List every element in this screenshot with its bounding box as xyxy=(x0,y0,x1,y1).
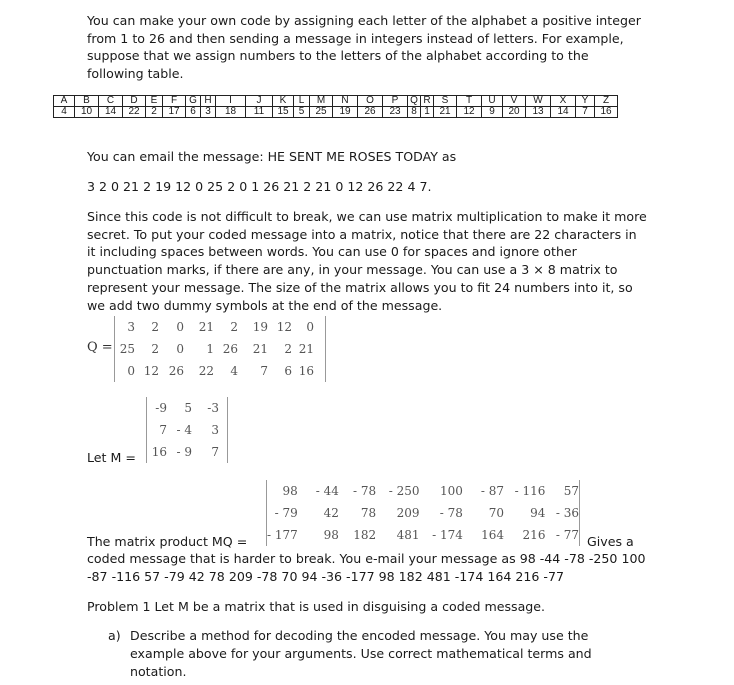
matrix-q-cell: 2 xyxy=(230,320,238,334)
matrix-m-cell: 7 xyxy=(159,423,167,437)
matrix-mq-cell: 98 xyxy=(323,528,339,542)
matrix-m-body xyxy=(147,397,219,463)
cipher-letter-cell: S xyxy=(434,96,457,107)
email-line: You can email the message: HE SENT ME ROSES TODAY as xyxy=(87,149,457,164)
cipher-letter-cell: I xyxy=(216,96,246,107)
cipher-letter-cell: A xyxy=(54,96,75,107)
matrix-q-label: Q = xyxy=(87,340,113,355)
matrix-q-cell: 7 xyxy=(260,364,268,378)
cipher-number-cell: 23 xyxy=(383,107,408,118)
cipher-letters-row xyxy=(54,96,618,107)
matrix-m-cell: 3 xyxy=(211,423,219,437)
matrix-mq-cell: 182 xyxy=(353,528,377,542)
cipher-numbers-row xyxy=(54,107,618,118)
cipher-letter-cell: T xyxy=(457,96,482,107)
matrix-mq-cell: - 174 xyxy=(432,528,463,542)
matrix-mq-body xyxy=(267,480,579,546)
matrix-mq-cell: 481 xyxy=(396,528,420,542)
cipher-number-cell: 20 xyxy=(503,107,526,118)
matrix-mq-row xyxy=(267,480,579,502)
matrix-paragraph: Since this code is not difficult to break, we can use matrix multiplication to make it more secret. To put your coded message into a matrix, notice that there are 22 characters in it including spaces between words. You can use 0 for spaces and ignore other punctuation marks, if there are any, in your message. You can use a 3 × 8 matrix to represent your message. The size of the matrix allows you to fit 24 numbers into it, so we add two dummy symbols at the end of the message. xyxy=(87,209,647,313)
matrix-m-label: Let M = xyxy=(87,450,136,465)
cipher-number-cell: 10 xyxy=(75,107,99,118)
cipher-letter-cell: U xyxy=(482,96,503,107)
cipher-letter-cell: Q xyxy=(408,96,421,107)
encoded-sequence: 3 2 0 21 2 19 12 0 25 2 0 1 26 21 2 21 0 12 26 22 4 7. xyxy=(87,179,432,194)
cipher-number-cell: 22 xyxy=(123,107,146,118)
matrix-q-cell: 2 xyxy=(151,342,159,356)
cipher-letter-cell: C xyxy=(99,96,123,107)
matrix-q-cell: 0 xyxy=(127,364,135,378)
matrix-q-cell: 21 xyxy=(252,342,268,356)
cipher-letter-cell: O xyxy=(358,96,383,107)
matrix-q-cell: 12 xyxy=(143,364,159,378)
matrix-m-cell: 7 xyxy=(211,445,219,459)
cipher-number-cell: 21 xyxy=(434,107,457,118)
matrix-q-cell: 16 xyxy=(298,364,314,378)
cipher-letter-cell: Y xyxy=(576,96,595,107)
matrix-q-cell: 0 xyxy=(176,342,184,356)
cipher-number-cell: 5 xyxy=(294,107,310,118)
cipher-number-cell: 6 xyxy=(186,107,201,118)
matrix-mq-cell: 78 xyxy=(360,506,377,520)
matrix-mq-cell: - 78 xyxy=(439,506,463,520)
question-a-text: Describe a method for decoding the encoded message. You may use the example above for your arguments. Use correct mathematical terms and notation. xyxy=(130,628,592,679)
cipher-table xyxy=(53,95,618,118)
cipher-number-cell: 11 xyxy=(246,107,273,118)
matrix-mq-label: The matrix product MQ = xyxy=(87,534,248,549)
cipher-letter-cell: F xyxy=(163,96,186,107)
cipher-letter-cell: V xyxy=(503,96,526,107)
matrix-q-cell: 0 xyxy=(306,320,314,334)
cipher-number-cell: 15 xyxy=(273,107,294,118)
matrix-mq-cell: 209 xyxy=(396,506,420,520)
matrix-q-cell: 22 xyxy=(198,364,214,378)
matrix-q-cell: 2 xyxy=(151,320,159,334)
matrix-q-cell: 4 xyxy=(230,364,238,378)
cipher-letter-cell: K xyxy=(273,96,294,107)
cipher-letter-cell: G xyxy=(186,96,201,107)
matrix-q-cell: 25 xyxy=(119,342,135,356)
matrix-q-cell: 3 xyxy=(127,320,135,334)
matrix-mq-cell: 70 xyxy=(488,506,504,520)
matrix-q-cell: 1 xyxy=(206,342,214,356)
cipher-letter-cell: L xyxy=(294,96,310,107)
matrix-q-row xyxy=(115,360,314,382)
cipher-letter-cell: D xyxy=(123,96,146,107)
cipher-number-cell: 26 xyxy=(358,107,383,118)
matrix-mq-cell: - 77 xyxy=(555,528,579,542)
matrix-m-cell: - 9 xyxy=(176,445,192,459)
mq-continuation: coded message that is harder to break. You e-mail your message as 98 -44 -78 -250 100 -87 -116 57 -79 42 78 209 -78 70 94 -36 -177 98 182 481 -174 164 216 -77 xyxy=(87,551,646,584)
cipher-letter-cell: N xyxy=(333,96,358,107)
cipher-number-cell: 1 xyxy=(421,107,434,118)
cipher-number-cell: 13 xyxy=(526,107,551,118)
matrix-m-cell: - 4 xyxy=(176,423,192,437)
matrix-mq-cell: - 116 xyxy=(514,484,546,498)
cipher-number-cell: 14 xyxy=(551,107,576,118)
matrix-m-row xyxy=(147,419,219,441)
matrix-q-cell: 12 xyxy=(276,320,292,334)
matrix-q-cell: 19 xyxy=(252,320,268,334)
matrix-q-cell: 21 xyxy=(198,320,214,334)
cipher-letter-cell: J xyxy=(246,96,273,107)
cipher-number-cell: 8 xyxy=(408,107,421,118)
cipher-letter-cell: H xyxy=(201,96,216,107)
matrix-mq-after-text: Gives a xyxy=(587,534,634,549)
matrix-m-cell: 16 xyxy=(151,445,167,459)
matrix-q-cell: 21 xyxy=(298,342,314,356)
cipher-number-cell: 4 xyxy=(54,107,75,118)
matrix-m-cell: 5 xyxy=(184,401,192,415)
cipher-number-cell: 17 xyxy=(163,107,186,118)
cipher-number-cell: 7 xyxy=(576,107,595,118)
matrix-m-row xyxy=(147,397,219,419)
cipher-number-cell: 14 xyxy=(99,107,123,118)
matrix-q-cell: 26 xyxy=(168,364,184,378)
cipher-number-cell: 25 xyxy=(310,107,333,118)
matrix-mq-cell: 216 xyxy=(522,528,546,542)
cipher-number-cell: 12 xyxy=(457,107,482,118)
matrix-mq-cell: 98 xyxy=(282,484,298,498)
cipher-letter-cell: M xyxy=(310,96,333,107)
matrix-m xyxy=(146,397,228,463)
matrix-mq-row xyxy=(267,524,579,546)
matrix-mq-cell: - 78 xyxy=(353,484,377,498)
cipher-letter-cell: Z xyxy=(595,96,618,107)
matrix-mq-table xyxy=(267,480,579,546)
cipher-number-cell: 19 xyxy=(333,107,358,118)
cipher-letter-cell: B xyxy=(75,96,99,107)
matrix-m-row xyxy=(147,441,219,463)
matrix-mq-cell: 100 xyxy=(439,484,463,498)
cipher-letter-cell: P xyxy=(383,96,408,107)
matrix-q-row xyxy=(115,338,314,360)
cipher-letter-cell: R xyxy=(421,96,434,107)
matrix-m-table xyxy=(147,397,219,463)
cipher-number-cell: 9 xyxy=(482,107,503,118)
matrix-q xyxy=(114,316,326,382)
matrix-q-cell: 2 xyxy=(284,342,292,356)
cipher-number-cell: 2 xyxy=(146,107,163,118)
matrix-mq-cell: 164 xyxy=(481,528,504,542)
cipher-letter-cell: E xyxy=(146,96,163,107)
matrix-mq-cell: - 79 xyxy=(274,506,298,520)
cipher-letter-cell: W xyxy=(526,96,551,107)
matrix-mq-cell: - 36 xyxy=(555,506,579,520)
cipher-number-cell: 18 xyxy=(216,107,246,118)
matrix-mq-cell: 42 xyxy=(323,506,339,520)
matrix-q-row xyxy=(115,316,314,338)
matrix-mq-cell: - 177 xyxy=(267,528,298,542)
question-a xyxy=(108,627,628,681)
matrix-mq-cell: 57 xyxy=(563,484,579,498)
matrix-m-cell: -9 xyxy=(155,401,167,415)
matrix-mq-cell: - 87 xyxy=(480,484,504,498)
matrix-q-cell: 26 xyxy=(222,342,238,356)
cipher-letter-cell: X xyxy=(551,96,576,107)
matrix-mq-cell: - 44 xyxy=(315,484,339,498)
matrix-q-table xyxy=(115,316,314,382)
question-a-label: a) xyxy=(108,628,121,643)
matrix-mq-cell: 94 xyxy=(530,506,546,520)
cipher-number-cell: 16 xyxy=(595,107,618,118)
matrix-q-body xyxy=(115,316,314,382)
matrix-mq-row xyxy=(267,502,579,524)
matrix-q-cell: 6 xyxy=(284,364,292,378)
problem-statement: Problem 1 Let M be a matrix that is used in disguising a coded message. xyxy=(87,599,546,614)
matrix-q-cell: 0 xyxy=(176,320,184,334)
matrix-m-cell: -3 xyxy=(207,401,219,415)
matrix-mq xyxy=(266,480,580,546)
cipher-number-cell: 3 xyxy=(201,107,216,118)
matrix-mq-cell: - 250 xyxy=(388,484,420,498)
intro-paragraph: You can make your own code by assigning each letter of the alphabet a positive integer from 1 to 26 and then sending a message in integers instead of letters. For example, suppose that we assign numbers to the letters of the alphabet according to the following table. xyxy=(87,13,641,82)
